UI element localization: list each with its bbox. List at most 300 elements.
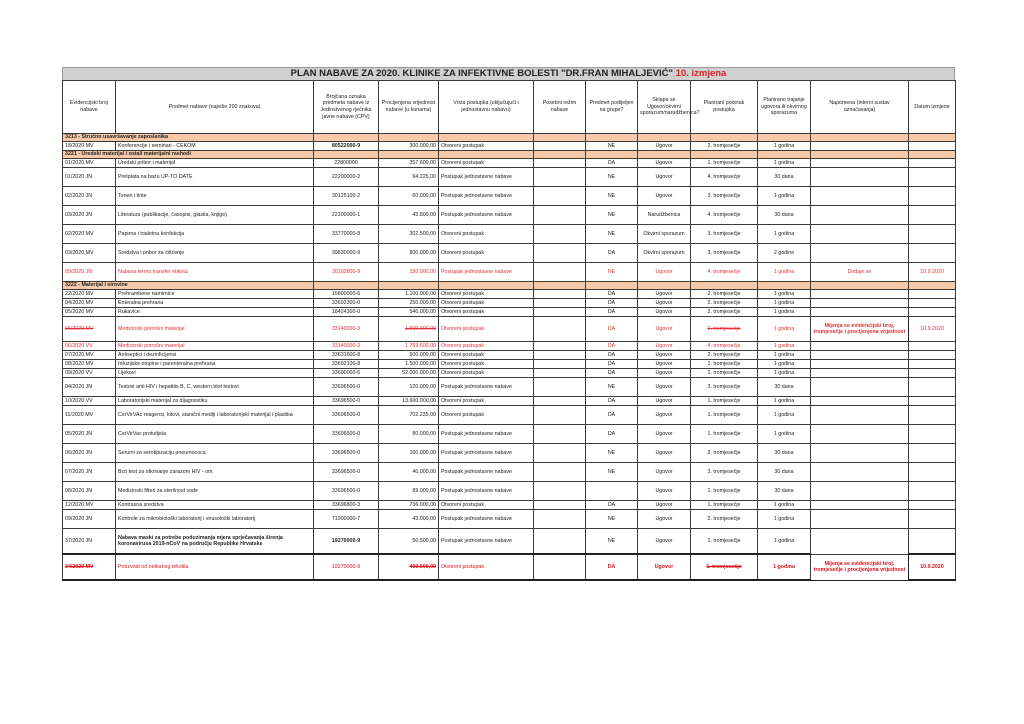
section-empty-cell — [638, 134, 691, 142]
section-empty-cell — [379, 282, 439, 290]
cell-cpv: 33696500-0 — [314, 444, 379, 463]
cell-note — [811, 187, 909, 206]
cell-procedure: Otvoreni postupak — [439, 554, 534, 580]
cell-value: 13.600.000,00 — [379, 397, 439, 406]
cell-id: 06/2020 VV — [63, 342, 116, 351]
table-row — [63, 463, 956, 482]
cell-date — [909, 510, 956, 529]
section-empty-cell — [638, 282, 691, 290]
section-empty-cell — [691, 151, 758, 159]
cell-start: 1. tromjesečje — [691, 501, 758, 510]
table-body — [63, 134, 956, 581]
cell-procedure: Postupak jednostavne nabave — [439, 378, 534, 397]
cell-date — [909, 244, 956, 263]
cell-value: 357.600,00 — [379, 159, 439, 168]
table-row — [63, 529, 956, 555]
section-empty-cell — [909, 282, 956, 290]
cell-subject: Uredski pribor i materijal — [116, 159, 314, 168]
cell-groups: DA — [586, 159, 638, 168]
cell-id: 08/2020 JN — [63, 482, 116, 501]
cell-note — [811, 510, 909, 529]
cell-special-regime — [534, 187, 586, 206]
col-header-subject: Predmet nabave (najviše 200 znakova) — [116, 81, 314, 134]
cell-value: 400.000,00 — [379, 554, 439, 580]
cell-cpv: 18424300-0 — [314, 308, 379, 317]
cell-id: 09/2020 VV — [63, 369, 116, 378]
cell-duration: 1 godina — [758, 529, 811, 555]
table-row — [63, 290, 956, 299]
cell-start: 1. tromjesečje — [691, 159, 758, 168]
col-header-value: Procijenjena vrijednost nabave (u kunama) — [379, 81, 439, 134]
cell-special-regime — [534, 425, 586, 444]
cell-id: 37/2020 JN — [63, 529, 116, 555]
cell-cpv: 30125100-2 — [314, 187, 379, 206]
cell-cpv: 33696500-0 — [314, 425, 379, 444]
cell-special-regime — [534, 263, 586, 282]
cell-duration: 1 godina — [758, 360, 811, 369]
cell-subject: Antiseptici i dezinficijensi — [116, 351, 314, 360]
cell-duration: 1 godina — [758, 225, 811, 244]
cell-groups: NE — [586, 206, 638, 225]
col-header-duration: Planirano trajanje ugovora ili okvirnog sporazuma — [758, 81, 811, 134]
cell-special-regime — [534, 159, 586, 168]
cell-note — [811, 369, 909, 378]
cell-start: 2. tromjesečje — [691, 290, 758, 299]
cell-contract-type: Ugovor — [638, 290, 691, 299]
cell-special-regime — [534, 501, 586, 510]
section-empty-cell — [314, 151, 379, 159]
cell-start: 1. tromjesečje — [691, 425, 758, 444]
cell-id: 11/2020 MV — [63, 406, 116, 425]
cell-groups: NE — [586, 263, 638, 282]
cell-duration: 1 godina — [758, 142, 811, 151]
cell-cpv: 39830000-9 — [314, 244, 379, 263]
cell-value: 250.000,00 — [379, 299, 439, 308]
cell-id: 02/2020 MV — [63, 225, 116, 244]
cell-cpv: 33140000-3 — [314, 342, 379, 351]
cell-contract-type: Ugovor — [638, 501, 691, 510]
cell-subject: Literatura (publikacije, časopisi, glasila, knjige) — [116, 206, 314, 225]
cell-note — [811, 406, 909, 425]
cell-id: 03/2020 MV — [63, 244, 116, 263]
cell-groups: NE — [586, 168, 638, 187]
cell-special-regime — [534, 351, 586, 360]
cell-groups: DA — [586, 360, 638, 369]
table-row — [63, 299, 956, 308]
col-header-date: Datum izmjene — [909, 81, 956, 134]
cell-start: 3. tromjesečje — [691, 225, 758, 244]
cell-groups: DA — [586, 406, 638, 425]
cell-date — [909, 299, 956, 308]
section-empty-cell — [534, 282, 586, 290]
cell-groups: NE — [586, 510, 638, 529]
cell-duration: 1 godina — [758, 290, 811, 299]
cell-note — [811, 342, 909, 351]
cell-start: 4. tromjesečje — [691, 206, 758, 225]
cell-groups: DA — [586, 317, 638, 342]
table-row — [63, 510, 956, 529]
cell-note — [811, 397, 909, 406]
cell-contract-type: Ugovor — [638, 351, 691, 360]
cell-special-regime — [534, 554, 586, 580]
cell-date: 10.9.2020 — [909, 317, 956, 342]
cell-value: 60.000,00 — [379, 187, 439, 206]
cell-procedure: Otvoreni postupak — [439, 501, 534, 510]
cell-id: 09/2020 JN — [63, 510, 116, 529]
cell-id: 22/2020 MV — [63, 290, 116, 299]
cell-duration: 1 godina — [758, 351, 811, 360]
cell-start: 2. tromjesečje — [691, 351, 758, 360]
cell-start: 2. tromjesečje — [691, 299, 758, 308]
cell-contract-type: Ugovor — [638, 159, 691, 168]
cell-note — [811, 360, 909, 369]
cell-subject: Pretplata na bazu UP-TO DATE — [116, 168, 314, 187]
cell-value: 702.235,00 — [379, 406, 439, 425]
cell-procedure: Otvoreni postupak — [439, 159, 534, 168]
cell-id: 12/2020 MV — [63, 501, 116, 510]
cell-contract-type: Ugovor — [638, 554, 691, 580]
col-header-procedure: Vrsta postupka (uključujući i jednostavnu nabavu) — [439, 81, 534, 134]
section-empty-cell — [439, 282, 534, 290]
cell-value: 302.500,00 — [379, 225, 439, 244]
cell-value: 300.000,00 — [379, 142, 439, 151]
cell-contract-type: Okvirni sporazum — [638, 244, 691, 263]
revision-label: 10. izmjena — [675, 68, 727, 79]
cell-special-regime — [534, 317, 586, 342]
cell-date — [909, 225, 956, 244]
cell-note — [811, 206, 909, 225]
cell-subject: Infuzijske otopine i parenteralna prehrana — [116, 360, 314, 369]
cell-date: 10.9.2020 — [909, 263, 956, 282]
cell-date — [909, 425, 956, 444]
table-row — [63, 501, 956, 510]
cell-note — [811, 225, 909, 244]
cell-groups: NE — [586, 463, 638, 482]
cell-special-regime — [534, 482, 586, 501]
cell-procedure: Postupak jednostavne nabave — [439, 425, 534, 444]
cell-cpv: 33696500-0 — [314, 463, 379, 482]
col-header-cpv: Brojčana oznaka predmeta nabave iz Jedinstvenog rječnika javne nabave (CPV) — [314, 81, 379, 134]
cell-id: 07/2020 MV — [63, 351, 116, 360]
cell-subject: CerVirVAc reagensi, kitovi, stanični mediji i laboratorijski materijal i plastika — [116, 406, 314, 425]
cell-procedure: Postupak jednostavne nabave — [439, 206, 534, 225]
cell-start: 2. tromjesečje — [691, 308, 758, 317]
cell-note — [811, 142, 909, 151]
cell-subject: Lijekovi — [116, 369, 314, 378]
cell-note — [811, 290, 909, 299]
section-empty-cell — [691, 282, 758, 290]
cell-procedure: Otvoreni postupak — [439, 369, 534, 378]
cell-value: 540.000,00 — [379, 308, 439, 317]
table-row — [63, 308, 956, 317]
cell-date: 10.9.2020 — [909, 554, 956, 580]
cell-contract-type: Ugovor — [638, 299, 691, 308]
table-row — [63, 425, 956, 444]
cell-start: 1. tromjesečje — [691, 406, 758, 425]
cell-special-regime — [534, 290, 586, 299]
cell-groups — [586, 482, 638, 501]
cell-note — [811, 501, 909, 510]
cell-special-regime — [534, 397, 586, 406]
section-empty-cell — [534, 134, 586, 142]
cell-id: 08/2020 MV — [63, 360, 116, 369]
cell-duration: 30 dana — [758, 378, 811, 397]
cell-id: 01/2020 MV — [63, 159, 116, 168]
cell-start: 4. tromjesečje — [691, 263, 758, 282]
table-row — [63, 206, 956, 225]
cell-date — [909, 290, 956, 299]
table-row — [63, 369, 956, 378]
cell-start: 1. tromjesečje — [691, 397, 758, 406]
cell-value: 89.000,00 — [379, 482, 439, 501]
cell-id: 05/2020 MV — [63, 308, 116, 317]
cell-note: Mijenja se evidencijski broj, tromjesečje i procijenjena vrijednost — [811, 554, 909, 580]
cell-id: 07/2020 JN — [63, 463, 116, 482]
table-row — [63, 142, 956, 151]
cell-date — [909, 482, 956, 501]
table-row — [63, 397, 956, 406]
cell-subject: Brzi test za otkrivanje zarazom HIV - om — [116, 463, 314, 482]
section-row — [63, 282, 956, 290]
section-row — [63, 134, 956, 142]
cell-special-regime — [534, 369, 586, 378]
cell-start: 1. tromjesečje — [691, 369, 758, 378]
cell-note: Dodaje se — [811, 263, 909, 282]
cell-cpv: 33692100-8 — [314, 360, 379, 369]
cell-contract-type: Ugovor — [638, 482, 691, 501]
cell-groups: NE — [586, 225, 638, 244]
cell-subject: Rukavice — [116, 308, 314, 317]
cell-duration: 1 godina — [758, 342, 811, 351]
cell-contract-type: Ugovor — [638, 142, 691, 151]
cell-note: Mijenja se evidencijski broj, tromjesečje i procijenjena vrijednost — [811, 317, 909, 342]
col-header-contract-type: Sklapa se Ugovor/okvirni sporazum/narudžbenica? — [638, 81, 691, 134]
cell-special-regime — [534, 206, 586, 225]
cell-date — [909, 206, 956, 225]
cell-subject: Sredstva i pribor za čišćenje — [116, 244, 314, 263]
cell-special-regime — [534, 342, 586, 351]
cell-start: 2. tromjesečje — [691, 510, 758, 529]
cell-duration: 1 godina — [758, 159, 811, 168]
cell-duration: 30 dana — [758, 168, 811, 187]
cell-cpv: 33696500-0 — [314, 482, 379, 501]
cell-note — [811, 244, 909, 263]
cell-date — [909, 351, 956, 360]
cell-contract-type: Ugovor — [638, 187, 691, 206]
cell-cpv: 30192800-9 — [314, 263, 379, 282]
cell-id: 06/2020 MV — [63, 317, 116, 342]
cell-contract-type: Ugovor — [638, 369, 691, 378]
cell-cpv: 33696800-3 — [314, 501, 379, 510]
section-empty-cell — [379, 134, 439, 142]
cell-start: 4. tromjesečje — [691, 168, 758, 187]
cell-procedure: Otvoreni postupak — [439, 290, 534, 299]
cell-subject: Medicinski filteri za sterilnost vode — [116, 482, 314, 501]
cell-value: 94.225,00 — [379, 168, 439, 187]
cell-duration: 1 godina — [758, 510, 811, 529]
cell-groups: NE — [586, 529, 638, 555]
cell-subject: Prehrambene namirnice — [116, 290, 314, 299]
cell-date — [909, 529, 956, 555]
cell-subject: Testovi anti HIV i hepatitis B, C, western blot testovi — [116, 378, 314, 397]
cell-special-regime — [534, 406, 586, 425]
cell-note — [811, 159, 909, 168]
cell-note — [811, 482, 909, 501]
table-row — [63, 342, 956, 351]
cell-value: 1.500.000,00 — [379, 317, 439, 342]
section-empty-cell — [811, 134, 909, 142]
cell-duration: 1 godina — [758, 425, 811, 444]
section-empty-cell — [638, 151, 691, 159]
cell-value: 43.000,00 — [379, 510, 439, 529]
cell-duration: 30 dana — [758, 463, 811, 482]
cell-start: 2. tromjesečje — [691, 317, 758, 342]
cell-date — [909, 142, 956, 151]
table-row — [63, 378, 956, 397]
cell-groups: DA — [586, 244, 638, 263]
cell-id: 01/2020 JN — [63, 168, 116, 187]
procurement-table — [62, 80, 956, 581]
cell-subject: Toneri i tinte — [116, 187, 314, 206]
section-row — [63, 151, 956, 159]
cell-duration: 1 godina — [758, 369, 811, 378]
cell-groups: DA — [586, 299, 638, 308]
cell-groups: DA — [586, 397, 638, 406]
cell-procedure: Otvoreni postupak — [439, 142, 534, 151]
cell-special-regime — [534, 244, 586, 263]
table-row — [63, 159, 956, 168]
col-header-special-regime: Posebni režim nabave — [534, 81, 586, 134]
section-empty-cell — [379, 151, 439, 159]
section-empty-cell — [811, 282, 909, 290]
cell-procedure: Otvoreni postupak — [439, 360, 534, 369]
cell-value: 43.800,00 — [379, 206, 439, 225]
cell-contract-type: Ugovor — [638, 444, 691, 463]
cell-cpv: 33692300-0 — [314, 299, 379, 308]
cell-id: 05/2020 JN — [63, 425, 116, 444]
section-label: 3221 - Uredski materijal i ostali materijalni rashodi — [63, 151, 314, 159]
title-text: PLAN NABAVE ZA 2020. KLINIKE ZA INFEKTIVNE BOLESTI "DR.FRAN MIHALJEVIĆ" — [290, 68, 673, 79]
cell-cpv: 22200000-2 — [314, 168, 379, 187]
section-empty-cell — [534, 151, 586, 159]
cell-procedure: Otvoreni postupak — [439, 406, 534, 425]
cell-value: 120.000,00 — [379, 378, 439, 397]
cell-cpv: 22800000 — [314, 159, 379, 168]
cell-special-regime — [534, 510, 586, 529]
cell-subject: Kontrole za mikrobiološki laboratorij i virusološki laboratorij — [116, 510, 314, 529]
cell-duration: 2 godine — [758, 244, 811, 263]
cell-contract-type: Ugovor — [638, 463, 691, 482]
cell-cpv: 22100000-1 — [314, 206, 379, 225]
cell-value: 40.000,00 — [379, 463, 439, 482]
cell-value: 1.769.600,00 — [379, 342, 439, 351]
cell-groups: DA — [586, 290, 638, 299]
cell-duration: 1 godina — [758, 308, 811, 317]
section-empty-cell — [586, 134, 638, 142]
cell-duration: 1 godina — [758, 501, 811, 510]
cell-start: 1. tromjesečje — [691, 482, 758, 501]
cell-procedure: Otvoreni postupak — [439, 299, 534, 308]
cell-groups: DA — [586, 501, 638, 510]
cell-procedure: Postupak jednostavne nabave — [439, 482, 534, 501]
cell-special-regime — [534, 529, 586, 555]
cell-cpv: 33631600-8 — [314, 351, 379, 360]
cell-date — [909, 444, 956, 463]
cell-cpv: 33770000-8 — [314, 225, 379, 244]
cell-procedure: Postupak jednostavne nabave — [439, 263, 534, 282]
cell-note — [811, 378, 909, 397]
table-row — [63, 351, 956, 360]
cell-subject: Laboratorijski materijal za dijagnostiku — [116, 397, 314, 406]
cell-procedure: Postupak jednostavne nabave — [439, 510, 534, 529]
cell-id: 06/2020 JN — [63, 444, 116, 463]
cell-cpv: 33140000-3 — [314, 317, 379, 342]
cell-start: 4. tromjesečje — [691, 342, 758, 351]
cell-special-regime — [534, 308, 586, 317]
page-title — [62, 67, 955, 80]
section-empty-cell — [811, 151, 909, 159]
cell-contract-type: Ugovor — [638, 317, 691, 342]
cell-groups: NE — [586, 142, 638, 151]
cell-start: 2. tromjesečje — [691, 142, 758, 151]
cell-cpv: 33600000-6 — [314, 369, 379, 378]
cell-start: 1. tromjesečje — [691, 554, 758, 580]
cell-date — [909, 360, 956, 369]
cell-note — [811, 425, 909, 444]
cell-special-regime — [534, 168, 586, 187]
cell-special-regime — [534, 142, 586, 151]
cell-date — [909, 378, 956, 397]
cell-groups: DA — [586, 425, 638, 444]
table-row — [63, 482, 956, 501]
cell-procedure: Postupak jednostavne nabave — [439, 463, 534, 482]
cell-procedure: Postupak jednostavne nabave — [439, 187, 534, 206]
cell-start: 1. tromjesečje — [691, 360, 758, 369]
cell-groups: DA — [586, 342, 638, 351]
cell-cpv: 33696500-0 — [314, 406, 379, 425]
cell-procedure: Otvoreni postupak — [439, 308, 534, 317]
table-row — [63, 444, 956, 463]
cell-subject: Kontrasna sredstva — [116, 501, 314, 510]
cell-contract-type: Ugovor — [638, 168, 691, 187]
cell-duration: 30 dana — [758, 482, 811, 501]
cell-groups: DA — [586, 554, 638, 580]
cell-subject: Enteralna prehrana — [116, 299, 314, 308]
cell-id: 89/2020 JN — [63, 263, 116, 282]
cell-note — [811, 529, 909, 555]
section-empty-cell — [314, 282, 379, 290]
cell-subject: Konferencije i seminari - CEKOM — [116, 142, 314, 151]
cell-start: 3. tromjesečje — [691, 463, 758, 482]
cell-value: 1.500.000,00 — [379, 360, 439, 369]
cell-contract-type: Ugovor — [638, 342, 691, 351]
cell-start: 3. tromjesečje — [691, 187, 758, 206]
table-row — [63, 168, 956, 187]
table-row — [63, 263, 956, 282]
section-empty-cell — [758, 151, 811, 159]
cell-date — [909, 308, 956, 317]
cell-duration: 1 godina — [758, 187, 811, 206]
cell-procedure: Postupak jednostavne nabave — [439, 444, 534, 463]
cell-subject: Serumi za serotipizaciju pneumococa — [116, 444, 314, 463]
cell-value: 160.000,00 — [379, 444, 439, 463]
cell-date — [909, 159, 956, 168]
cell-cpv: 80522000-9 — [314, 142, 379, 151]
cell-id: 04/2020 MV — [63, 299, 116, 308]
section-label: 3222 - Materijal i sirovine — [63, 282, 314, 290]
cell-cpv: 33696500-0 — [314, 378, 379, 397]
cell-value: 500.000,00 — [379, 351, 439, 360]
